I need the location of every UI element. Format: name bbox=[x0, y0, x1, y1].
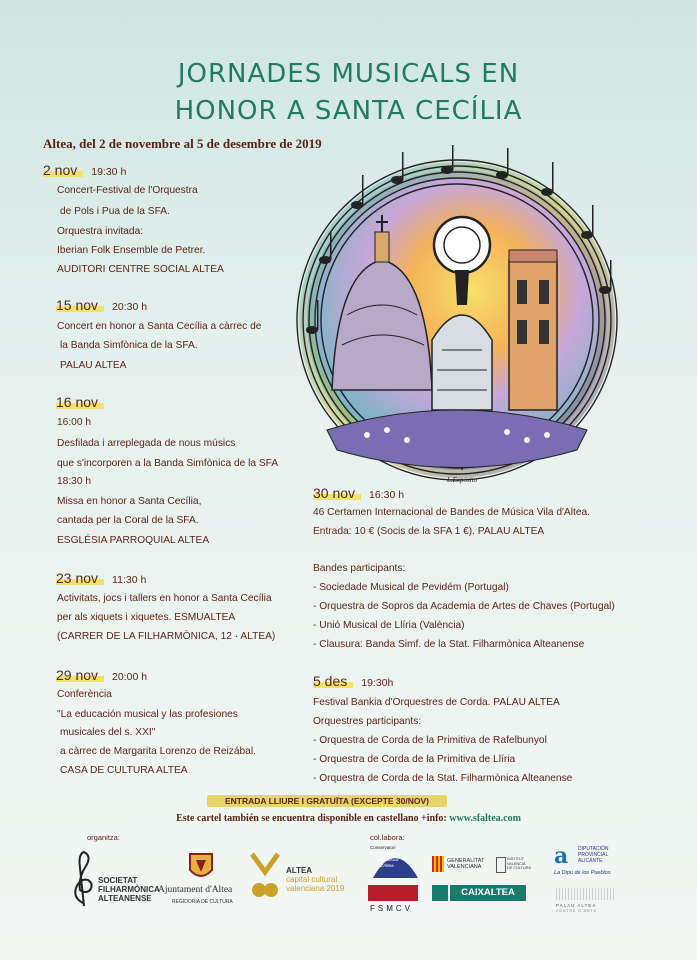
caixaltea-logo bbox=[432, 885, 532, 905]
capital-cultural-emblem-icon bbox=[248, 852, 282, 902]
diputacion-sub: La Dipu de los Pueblos bbox=[554, 870, 611, 876]
event-line: - Orquestra de Corda de la Stat. Filharmònica Alteanense bbox=[313, 773, 573, 784]
event-line: Festival Bankia d'Orquestres de Corda. PALAU ALTEA bbox=[313, 697, 560, 708]
event-line: "La educación musical y las profesiones bbox=[57, 709, 238, 720]
event-time: 19:30 h bbox=[91, 166, 127, 178]
generalitat-logo bbox=[432, 856, 492, 880]
conservatori-line2: Professional bbox=[370, 851, 395, 856]
caixaltea-label: CAIXALTEA bbox=[450, 885, 526, 901]
generalitat-flag-icon bbox=[432, 856, 444, 872]
poster-title-line1: JORNADES MUSICALS EN bbox=[177, 59, 520, 89]
ajuntament-sub: REGIDORIA DE CULTURA bbox=[172, 899, 233, 905]
event-line: 46 Certamen Internacional de Bandes de Música Vila d'Altea. bbox=[313, 507, 590, 518]
event-line: cantada per la Coral de la SFA. bbox=[57, 515, 199, 526]
free-entry-banner: ENTRADA LLIURE I GRATUÏTA (EXCEPTE 30/NOV) bbox=[207, 795, 447, 807]
event-line: - Clausura: Banda Simf. de la Stat. Filharmònica Alteanense bbox=[313, 639, 585, 650]
event-line: PALAU ALTEA bbox=[60, 360, 127, 371]
event-line: AUDITORI CENTRE SOCIAL ALTEA bbox=[57, 264, 224, 275]
event-date: 23 nov bbox=[56, 570, 104, 586]
event-time: 11:30 h bbox=[112, 574, 147, 586]
fsmcv-emblem bbox=[368, 885, 418, 901]
event-line: Missa en honor a Santa Cecília, bbox=[57, 496, 202, 507]
event-line: que s'incorporen a la Banda Simfònica de la SFA bbox=[57, 458, 279, 469]
treble-clef-icon bbox=[68, 848, 98, 908]
event-date-15nov bbox=[56, 297, 147, 315]
capital-line2: capital cultural bbox=[286, 875, 338, 884]
fsmcv-logo bbox=[366, 885, 422, 915]
sfa-logo-line2: FILHARMÒNICA bbox=[98, 885, 160, 894]
event-time: 20:00 h bbox=[112, 671, 148, 683]
ajuntament-logo bbox=[158, 852, 248, 912]
event-line: - Orquestra de Corda de la Primitiva de Llíria bbox=[313, 754, 516, 765]
castellano-text: Este cartel también se encuentra disponible en castellano +info: bbox=[176, 813, 447, 824]
event-line: 16:00 h bbox=[57, 417, 91, 428]
conservatori-logo bbox=[368, 843, 422, 881]
fsmcv-label: FSMCV bbox=[370, 904, 413, 913]
diputacion-line1: DIPUTACIÓN bbox=[578, 846, 609, 852]
event-line: de Pols i Pua de la SFA. bbox=[60, 206, 170, 217]
event-line: Activitats, jocs i tallers en honor a Santa Cecília bbox=[57, 593, 272, 604]
palau-sub: CENTRE D'ARTS bbox=[556, 909, 597, 913]
event-date-5des bbox=[313, 673, 393, 691]
ivc-emblem-icon bbox=[496, 857, 506, 873]
event-date: 15 nov bbox=[56, 297, 104, 313]
ivc-line2: VALENCIÀ bbox=[507, 861, 526, 866]
capital-cultural-logo bbox=[248, 852, 358, 912]
event-date: 5 des bbox=[313, 673, 353, 689]
diputacion-logo bbox=[554, 843, 650, 883]
ivc-line1: INSTITUT bbox=[507, 857, 525, 861]
palau-altea-logo bbox=[556, 888, 626, 914]
event-date: 29 nov bbox=[56, 667, 104, 683]
castellano-notice bbox=[0, 813, 697, 824]
event-line: Conferència bbox=[57, 689, 112, 700]
event-line: Desfilada i arreplegada de nous músics bbox=[57, 438, 236, 449]
event-date-16nov bbox=[56, 394, 104, 412]
event-time: 20:30 h bbox=[112, 301, 148, 313]
event-line: Concert en honor a Santa Cecília a càrrec de bbox=[57, 321, 262, 332]
ivc-line3: DE CULTURA bbox=[507, 866, 531, 870]
event-time: 16:30 h bbox=[369, 489, 405, 501]
capital-line3: valenciana 2019 bbox=[286, 884, 345, 893]
event-line: - Sociedade Musical de Pevidém (Portugal) bbox=[313, 582, 509, 593]
conservatori-line3: de Música bbox=[378, 857, 399, 862]
capital-line1: ALTEA bbox=[286, 866, 313, 875]
event-line: - Unió Musical de Llíria (València) bbox=[313, 620, 465, 631]
event-line: Orquestres participants: bbox=[313, 716, 422, 727]
event-line: ESGLÉSIA PARROQUIAL ALTEA bbox=[57, 535, 210, 546]
coat-of-arms-icon bbox=[188, 852, 214, 882]
ajuntament-name: Ajuntament d'Altea bbox=[158, 885, 233, 895]
event-line: - Orquestra de Corda de la Primitiva de Rafelbunyol bbox=[313, 735, 547, 746]
sfa-logo-line1: SOCIETAT bbox=[98, 876, 138, 885]
conservatori-line1: Conservatori bbox=[370, 845, 396, 850]
generalitat-line2: VALENCIANA bbox=[447, 864, 482, 870]
event-line: per als xiquets i xiquetes. ESMUALTEA bbox=[57, 612, 236, 623]
ivc-logo bbox=[496, 856, 544, 878]
event-line: Entrada: 10 € (Socis de la SFA 1 €). PALAU ALTEA bbox=[313, 526, 545, 537]
event-line: musicales del s. XXI" bbox=[60, 727, 156, 738]
event-date: 2 nov bbox=[43, 162, 83, 178]
generalitat-line1: GENERALITAT bbox=[447, 858, 485, 864]
event-date-29nov bbox=[56, 667, 147, 685]
palau-label: PALAU ALTEA bbox=[556, 903, 597, 908]
caixaltea-emblem-icon bbox=[432, 885, 448, 901]
event-line: (CARRER DE LA FILHARMÒNICA, 12 · ALTEA) bbox=[57, 631, 276, 642]
event-line: CASA DE CULTURA ALTEA bbox=[60, 765, 188, 776]
colabora-label: col.labora: bbox=[370, 833, 405, 842]
palau-emblem bbox=[556, 888, 616, 900]
poster-title-line2: HONOR A SANTA CECÍLIA bbox=[174, 96, 523, 126]
organitza-label: organitza: bbox=[87, 833, 120, 842]
poster-subtitle: Altea, del 2 de novembre al 5 de desembre de 2019 bbox=[43, 136, 322, 151]
event-time: 19:30h bbox=[361, 677, 394, 689]
event-line: Concert-Festival de l'Orquestra bbox=[57, 185, 198, 196]
event-line: la Banda Simfònica de la SFA. bbox=[60, 340, 198, 351]
diputacion-line2: PROVINCIAL bbox=[578, 852, 609, 858]
sfa-logo-line3: ALTEANENSE bbox=[98, 894, 152, 903]
event-line: Orquestra invitada: bbox=[57, 226, 144, 237]
conservatori-line4: d'Altea bbox=[380, 863, 394, 868]
event-line: Bandes participants: bbox=[313, 563, 406, 574]
diputacion-a-icon: a bbox=[554, 843, 569, 869]
event-line: 18:30 h bbox=[57, 476, 91, 487]
event-date-23nov bbox=[56, 570, 146, 588]
event-date: 30 nov bbox=[313, 485, 361, 501]
event-date: 16 nov bbox=[56, 394, 104, 410]
event-line: Iberian Folk Ensemble de Petrer. bbox=[57, 245, 206, 256]
santa-cecilia-illustration bbox=[287, 140, 622, 490]
event-date-30nov bbox=[313, 485, 404, 503]
event-line: a càrrec de Margarita Lorenzo de Reizábal. bbox=[60, 746, 256, 757]
event-date-2nov bbox=[43, 162, 126, 180]
diputacion-line3: ALICANTE bbox=[578, 858, 603, 864]
artist-signature: L.Expósito bbox=[447, 476, 478, 484]
website-link[interactable]: www.sfaltea.com bbox=[449, 813, 521, 824]
event-line: - Orquestra de Sopros da Academia de Artes de Chaves (Portugal) bbox=[313, 601, 615, 612]
